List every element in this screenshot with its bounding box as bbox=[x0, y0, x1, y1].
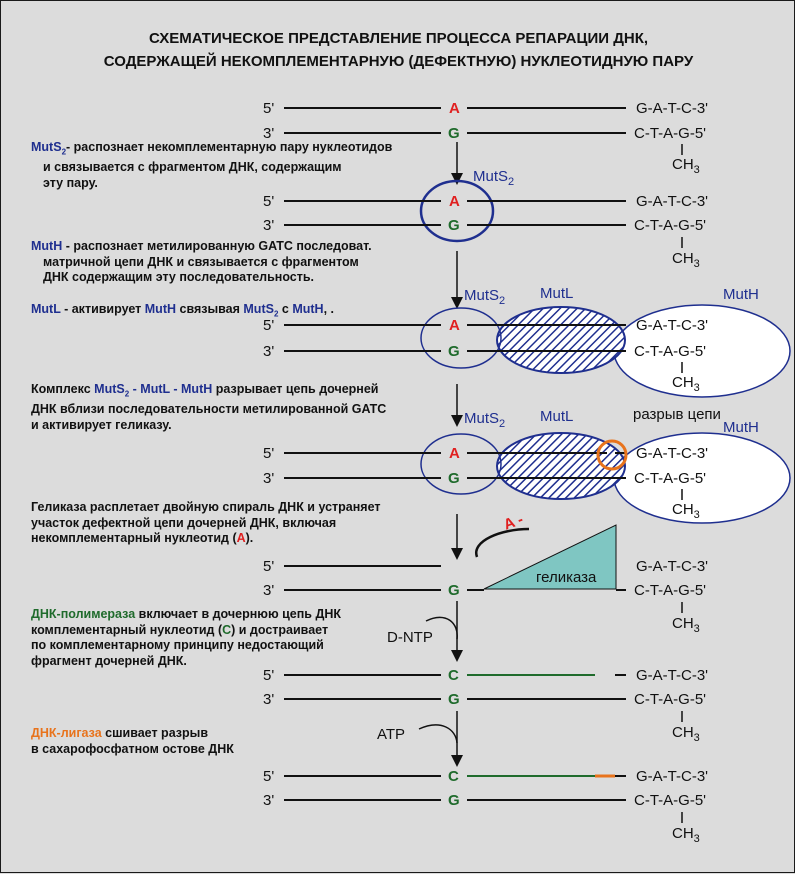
muts-protein bbox=[421, 308, 501, 368]
mutl-name: MutL bbox=[31, 302, 61, 316]
stage-5 bbox=[263, 511, 708, 656]
muts-label: MutS$_2$ bbox=[464, 287, 506, 307]
nucleotide-g: G bbox=[448, 792, 460, 809]
title-line-1: СХЕМАТИЧЕСКОЕ ПРЕДСТАВЛЕНИЕ ПРОЦЕССА РЕПАРАЦИИ ДНК, bbox=[148, 30, 649, 47]
muth-label: MutH bbox=[723, 419, 759, 436]
stage-3 bbox=[263, 285, 790, 421]
gatc-bottom-sequence: C-T-A-G-5' bbox=[634, 217, 707, 234]
step3-t4: , . bbox=[323, 302, 334, 316]
three-prime-label: 3' bbox=[263, 792, 275, 809]
nucleotide-c: C bbox=[448, 768, 459, 785]
step5-t3a: некомплементарный нуклеотид ( bbox=[31, 531, 237, 545]
removed-nucleotide-label: A - bbox=[501, 510, 526, 534]
muth-name: MutH bbox=[31, 239, 63, 253]
gatc-top-sequence: G-A-T-C-3' bbox=[636, 667, 709, 684]
step4-text3: и активирует геликазу. bbox=[31, 417, 172, 432]
step4-muts: MutS bbox=[94, 382, 125, 396]
step6-text4: фрагмент дочерней ДНК. bbox=[31, 653, 187, 668]
gatc-top-sequence: G-A-T-C-3' bbox=[636, 768, 709, 785]
three-prime-label: 3' bbox=[263, 217, 275, 234]
gatc-bottom-sequence: C-T-A-G-5' bbox=[634, 691, 707, 708]
gatc-top-sequence: G-A-T-C-3' bbox=[636, 100, 709, 117]
stage-2 bbox=[263, 168, 708, 303]
gatc-bottom-sequence: C-T-A-G-5' bbox=[634, 582, 707, 599]
step2-text1: - распознает метилированную GATC последоват. bbox=[62, 239, 372, 253]
step3-t1: - активирует bbox=[60, 302, 145, 316]
step5-text1: Геликаза расплетает двойную спираль ДНК и устраняет bbox=[31, 500, 381, 514]
step5-text2: участок дефектной цепи дочерней ДНК, включая bbox=[31, 515, 337, 530]
polymerase-name: ДНК-полимераза bbox=[31, 607, 136, 621]
gatc-top-sequence: G-A-T-C-3' bbox=[636, 445, 709, 462]
step6-t2b: ) и достраивает bbox=[231, 622, 329, 637]
methyl-group: $CH_3$ bbox=[672, 825, 700, 845]
muts-sub: 2 bbox=[61, 147, 67, 157]
nucleotide-g: G bbox=[448, 125, 460, 142]
muts-name: MutS bbox=[31, 140, 62, 154]
three-prime-label: 3' bbox=[263, 470, 275, 487]
mutl-label: MutL bbox=[540, 408, 574, 425]
step2-text3: ДНК содержащим эту последовательность. bbox=[43, 270, 315, 284]
title-line-2: СОДЕРЖАЩЕЙ НЕКОМПЛЕМЕНТАРНУЮ (ДЕФЕКТНУЮ) НУКЛЕОТИДНУЮ ПАРУ bbox=[103, 53, 694, 70]
step1-text3: эту пару. bbox=[43, 175, 98, 190]
nucleotide-a: A bbox=[449, 193, 460, 210]
three-prime-label: 3' bbox=[263, 343, 275, 360]
methyl-group: $CH_3$ bbox=[672, 374, 700, 394]
five-prime-label: 5' bbox=[263, 193, 275, 210]
step7-text2: в сахарофосфатном остове ДНК bbox=[31, 741, 234, 756]
removed-fragment bbox=[476, 529, 529, 557]
five-prime-label: 5' bbox=[263, 317, 275, 334]
repair-diagram bbox=[1, 1, 795, 874]
five-prime-label: 5' bbox=[263, 768, 275, 785]
three-prime-label: 3' bbox=[263, 582, 275, 599]
gatc-top-sequence: G-A-T-C-3' bbox=[636, 558, 709, 575]
step4-sep2: - bbox=[169, 382, 182, 396]
methyl-group: $CH_3$ bbox=[672, 501, 700, 521]
gatc-bottom-sequence: C-T-A-G-5' bbox=[634, 792, 707, 809]
dntp-label: D-NTP bbox=[387, 629, 433, 646]
step5-nuc: A bbox=[236, 531, 246, 545]
step1-text2: и связывается с фрагментом ДНК, содержащим bbox=[43, 160, 342, 174]
step3-t3: с bbox=[278, 302, 293, 316]
muth-label: MutH bbox=[723, 286, 759, 303]
step4-t0: Комплекс bbox=[31, 382, 95, 396]
atp-label: ATP bbox=[377, 726, 406, 743]
step4-text2: ДНК вблизи последовательности метилированной GATC bbox=[31, 402, 387, 416]
step3-muth: MutH bbox=[144, 302, 177, 316]
step3-t2: связывая bbox=[176, 302, 244, 316]
step3-muts-sub: 2 bbox=[273, 309, 279, 319]
step4-muth: MutH bbox=[181, 382, 213, 396]
step6-text3: по комплементарному принципу недостающий bbox=[31, 638, 324, 652]
step4-sep1: - bbox=[129, 382, 141, 396]
nucleotide-g: G bbox=[448, 691, 460, 708]
five-prime-label: 5' bbox=[263, 667, 275, 684]
nucleotide-a: A bbox=[449, 445, 460, 462]
nucleotide-c: C bbox=[448, 667, 459, 684]
stage-7 bbox=[263, 768, 708, 845]
methyl-group: $CH_3$ bbox=[672, 156, 700, 176]
step4-muts-sub: 2 bbox=[124, 389, 130, 399]
step6-nuc: C bbox=[222, 622, 232, 637]
step3-muth-2: MutH bbox=[292, 302, 324, 316]
methyl-group: $CH_3$ bbox=[672, 250, 700, 270]
nucleotide-g: G bbox=[448, 343, 460, 360]
gatc-top-sequence: G-A-T-C-3' bbox=[636, 193, 709, 210]
ligase-name: ДНК-лигаза bbox=[31, 726, 102, 740]
mutl-label: MutL bbox=[540, 285, 574, 302]
gatc-bottom-sequence: C-T-A-G-5' bbox=[634, 470, 707, 487]
step1-text1: - распознает некомплементарную пару нуклеотидов bbox=[66, 140, 393, 154]
step6-t2a: комплементарный нуклеотид ( bbox=[31, 622, 223, 637]
mutl-protein bbox=[497, 307, 625, 373]
five-prime-label: 5' bbox=[263, 100, 275, 117]
step6-t1: включает в дочернюю цепь ДНК bbox=[135, 607, 342, 621]
stage-6 bbox=[263, 667, 708, 761]
step5-t3b: ). bbox=[245, 531, 254, 545]
muts-label: MutS$_2$ bbox=[464, 410, 506, 430]
nucleotide-g: G bbox=[448, 217, 460, 234]
atp-arrow bbox=[419, 725, 457, 743]
nucleotide-a: A bbox=[449, 100, 460, 117]
strand-break-label: разрыв цепи bbox=[633, 406, 721, 423]
five-prime-label: 5' bbox=[263, 558, 275, 575]
three-prime-label: 3' bbox=[263, 691, 275, 708]
step2-text2: матричной цепи ДНК и связывается с фрагментом bbox=[43, 254, 359, 269]
nucleotide-a: A bbox=[449, 317, 460, 334]
step4-mutl: MutL bbox=[140, 382, 170, 396]
step4-t1: разрывает цепь дочерней bbox=[212, 382, 379, 396]
gatc-top-sequence: G-A-T-C-3' bbox=[636, 317, 709, 334]
three-prime-label: 3' bbox=[263, 125, 275, 142]
gatc-bottom-sequence: C-T-A-G-5' bbox=[634, 125, 707, 142]
muts-protein bbox=[421, 434, 501, 494]
stage-4 bbox=[263, 406, 790, 554]
methyl-group: $CH_3$ bbox=[672, 615, 700, 635]
methyl-group: $CH_3$ bbox=[672, 724, 700, 744]
gatc-bottom-sequence: C-T-A-G-5' bbox=[634, 343, 707, 360]
step3-muts: MutS bbox=[243, 302, 274, 316]
helicase-label: геликаза bbox=[536, 569, 597, 586]
step7-t1: сшивает разрыв bbox=[101, 726, 209, 740]
muts-label: MutS$_2$ bbox=[473, 168, 515, 188]
nucleotide-g: G bbox=[448, 582, 460, 599]
five-prime-label: 5' bbox=[263, 445, 275, 462]
nucleotide-g: G bbox=[448, 470, 460, 487]
